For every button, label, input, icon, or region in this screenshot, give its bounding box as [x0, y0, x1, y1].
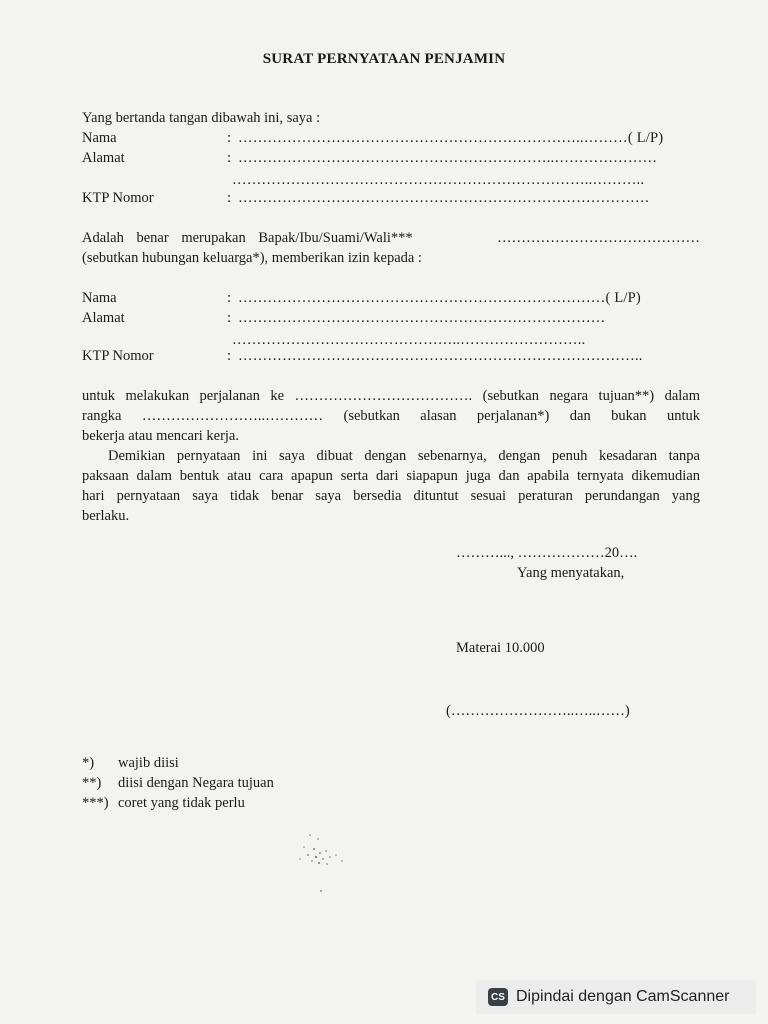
traveler-ktp-row: KTP Nomor : ……………………………………………………………………….. [82, 348, 643, 364]
traveler-address-label: Alamat [82, 310, 125, 326]
relation-line-1 [82, 230, 700, 247]
footnote-text: diisi dengan Negara tujuan [118, 775, 274, 791]
purpose-line-1: untuk melakukan perjalanan ke ………………………………. (sebutkan negara tujuan**) dalam [82, 388, 700, 404]
materai-label: Materai 10.000 [456, 640, 545, 656]
guarantor-ktp-label: KTP Nomor [82, 190, 154, 206]
purpose-line-2: rangka ……………………..………… (sebutkan alasan perjalanan*) dan bukan untuk [82, 408, 700, 424]
camscanner-logo-icon: CS [488, 988, 508, 1006]
footnote-mark: ***) [82, 795, 109, 811]
purpose-paragraph [82, 386, 700, 446]
footnote-3 [82, 793, 245, 813]
guarantor-ktp-row: KTP Nomor : ………………………………………………………………………… [82, 190, 650, 206]
relation-text: Adalah benar merupakan Bapak/Ibu/Suami/Wali*** [82, 230, 413, 246]
guarantor-address-row: Alamat : ………………………………………………………..………………… [82, 150, 658, 166]
intro-text: Yang bertanda tangan dibawah ini, saya : [82, 110, 321, 126]
traveler-name-label: Nama [82, 290, 117, 306]
purpose-line-3: bekerja atau mencari kerja. [82, 428, 239, 444]
footnote-text: wajib diisi [118, 755, 179, 771]
camscanner-label: Dipindai dengan CamScanner [516, 988, 730, 1005]
guarantor-name-field: ……………………………………………………………..………( L/P) [238, 130, 664, 146]
closing-line-4: berlaku. [82, 508, 130, 524]
footnote-text: coret yang tidak perlu [118, 795, 245, 811]
signer-label: Yang menyatakan, [517, 565, 625, 581]
guarantor-ktp-field: ………………………………………………………………………… [238, 190, 650, 206]
closing-line-1: Demikian pernyataan ini saya dibuat dengan sebenarnya, dengan penuh kesadaran tanpa [108, 448, 700, 464]
guarantor-address-label: Alamat [82, 150, 125, 166]
traveler-address-cont-field: ………………………………………..…………………….. [232, 332, 586, 348]
traveler-address-field: ………………………………………………………………… [238, 310, 606, 326]
signature-line: (……………………..…..……) [446, 703, 630, 719]
camscanner-watermark [476, 980, 756, 1014]
traveler-ktp-label: KTP Nomor [82, 348, 154, 364]
guarantor-name-row: Nama : ……………………………………………………………..………( L/P) [82, 130, 664, 146]
footnote-mark: **) [82, 775, 102, 791]
footnote-2 [82, 773, 274, 793]
traveler-name-row: Nama : …………………………………………………………………( L/P) [82, 290, 641, 306]
traveler-address-row: Alamat : ………………………………………………………………… [82, 310, 606, 326]
closing-paragraph [82, 446, 700, 526]
guarantor-address-cont-row [82, 170, 682, 190]
document-title: SURAT PERNYATAAN PENJAMIN [262, 51, 506, 67]
guarantor-address-field: ………………………………………………………..………………… [238, 150, 658, 166]
place-date-field: ………..., ………………20…. [456, 545, 638, 561]
footnote-mark: *) [82, 755, 95, 771]
relation-line-2: (sebutkan hubungan keluarga*), memberikan izin kepada : [82, 250, 422, 266]
guarantor-name-label: Nama [82, 130, 117, 146]
scan-speckle [290, 825, 350, 895]
relation-field: …………………………………… [497, 230, 700, 246]
traveler-ktp-field: ……………………………………………………………………….. [238, 348, 643, 364]
traveler-name-field: …………………………………………………………………( L/P) [238, 290, 641, 306]
closing-line-3: hari pernyataan saya tidak benar saya bersedia dituntut sesuai peraturan perundangan yang [82, 488, 700, 504]
footnote-1 [82, 753, 179, 773]
guarantor-address-cont-field: ………………………………………………………………..……….. [232, 172, 645, 188]
closing-line-2: paksaan dalam bentuk atau cara apapun serta dari siapapun juga dan apabila ternyata dikemudian [82, 468, 700, 484]
